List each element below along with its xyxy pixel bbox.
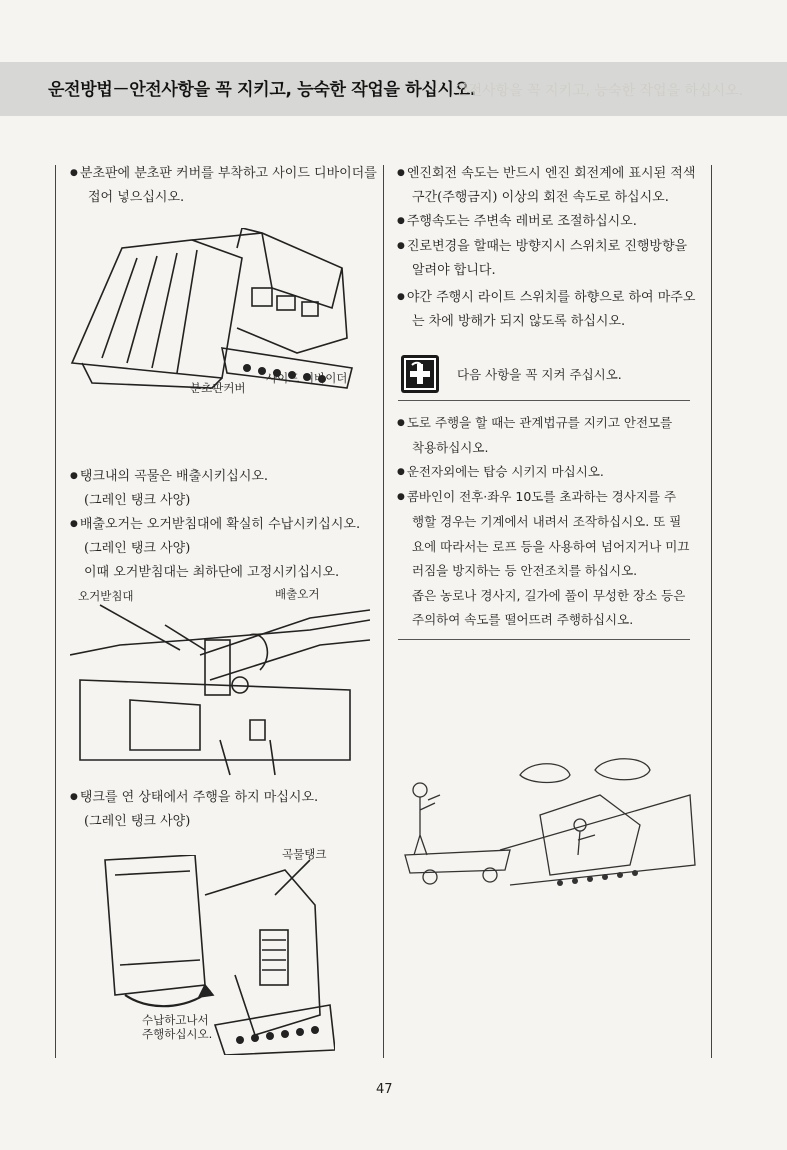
section-rule-bottom xyxy=(398,639,690,640)
right-para1-line1: ● 엔진회전 속도는 반드시 엔진 회전계에 표시된 적색 xyxy=(397,162,695,187)
left-para1-line1: ● 분초판에 분초판 커버를 부착하고 사이드 디바이더를 xyxy=(70,162,377,187)
right-para7-line2: 행할 경우는 기계에서 내려서 조작하십시오. 또 필 xyxy=(412,514,682,529)
grain-tank-illustration xyxy=(95,855,335,1055)
right-para6: ● 운전자외에는 탑승 시키지 마십시오. xyxy=(397,460,604,486)
right-para7-line3: 요에 따라서는 로프 등을 사용하여 넘어지거나 미끄 xyxy=(412,539,690,554)
right-para4-line1: ● 야간 주행시 라이트 스위치를 하향으로 하여 마주오 xyxy=(397,286,695,311)
fig1-label-divider: 사이드 디바이더 xyxy=(266,371,348,385)
center-rule xyxy=(383,165,384,1058)
right-para5-line2: 착용하십시오. xyxy=(412,440,489,455)
section-rule-top xyxy=(398,400,690,401)
fig2-label-auger-rest: 오거받침대 xyxy=(78,589,134,603)
right-para7-line5: 좁은 농로나 경사지, 길가에 풀이 무성한 장소 등은 xyxy=(412,588,686,603)
right-para3-line2: 알려야 합니다. xyxy=(412,263,496,278)
right-para7-line6: 주의하여 속도를 떨어뜨려 주행하십시오. xyxy=(412,612,634,627)
slope-operation-illustration xyxy=(400,755,700,905)
right-para4-line2: 는 차에 방해가 되지 않도록 하십시오. xyxy=(412,314,626,329)
warning-heading: 다음 사항을 꼭 지켜 주십시오. xyxy=(457,367,622,382)
right-margin-rule xyxy=(711,165,712,1058)
fig3-label-grain-tank: 곡물탱크 xyxy=(282,847,327,861)
left-para3-line1: ● 배출오거는 오거받침대에 확실히 수납시키십시오. xyxy=(70,513,360,538)
right-para5-line1: ● 도로 주행을 할 때는 관계법규를 지키고 안전모를 xyxy=(397,411,672,437)
right-para3-line1: ● 진로변경을 할때는 방향지시 스위치로 진행방향을 xyxy=(397,235,687,260)
left-para2-line2: (그레인 탱크 사양) xyxy=(84,493,191,508)
right-para7-line4: 러짐을 방지하는 등 안전조치를 하십시오. xyxy=(412,563,638,578)
left-para4-line1: ● 탱크를 연 상태에서 주행을 하지 마십시오. xyxy=(70,786,318,811)
right-para7-line1: ● 콤바인이 전후·좌우 10도를 초과하는 경사지를 주 xyxy=(397,485,676,511)
fig3-label-store-line2: 주행하십시오. xyxy=(142,1027,213,1041)
right-para2: ● 주행속도는 주변속 레버로 조절하십시오. xyxy=(397,210,637,235)
left-para2-line1: ● 탱크내의 곡물은 배출시키십시오. xyxy=(70,465,268,490)
fig2-label-discharge-auger: 배출오거 xyxy=(275,587,320,601)
warning-icon xyxy=(401,355,439,393)
fig3-label-store-line1: 수납하고나서 xyxy=(142,1013,209,1027)
right-para1-line2: 구간(주행금지) 이상의 회전 속도로 하십시오. xyxy=(412,190,669,205)
left-para1-line2: 접어 넣으십시오. xyxy=(88,190,185,205)
fig1-label-cover: 분초판커버 xyxy=(190,381,246,395)
left-para3-line2: (그레인 탱크 사양) xyxy=(84,541,191,556)
left-para3-line3: 이때 오거받침대는 최하단에 고정시키십시오. xyxy=(84,565,340,580)
ghost-title: 안전사항을 꼭 지키고, 능숙한 작업을 하십시오. xyxy=(455,83,744,99)
left-para4-line2: (그레인 탱크 사양) xyxy=(84,814,191,829)
page-number: 47 xyxy=(376,1082,393,1097)
page-title: 운전방법－안전사항을 꼭 지키고, 능숙한 작업을 하십시오. xyxy=(48,80,476,100)
auger-rest-illustration xyxy=(70,600,370,780)
left-margin-rule xyxy=(55,165,56,1058)
